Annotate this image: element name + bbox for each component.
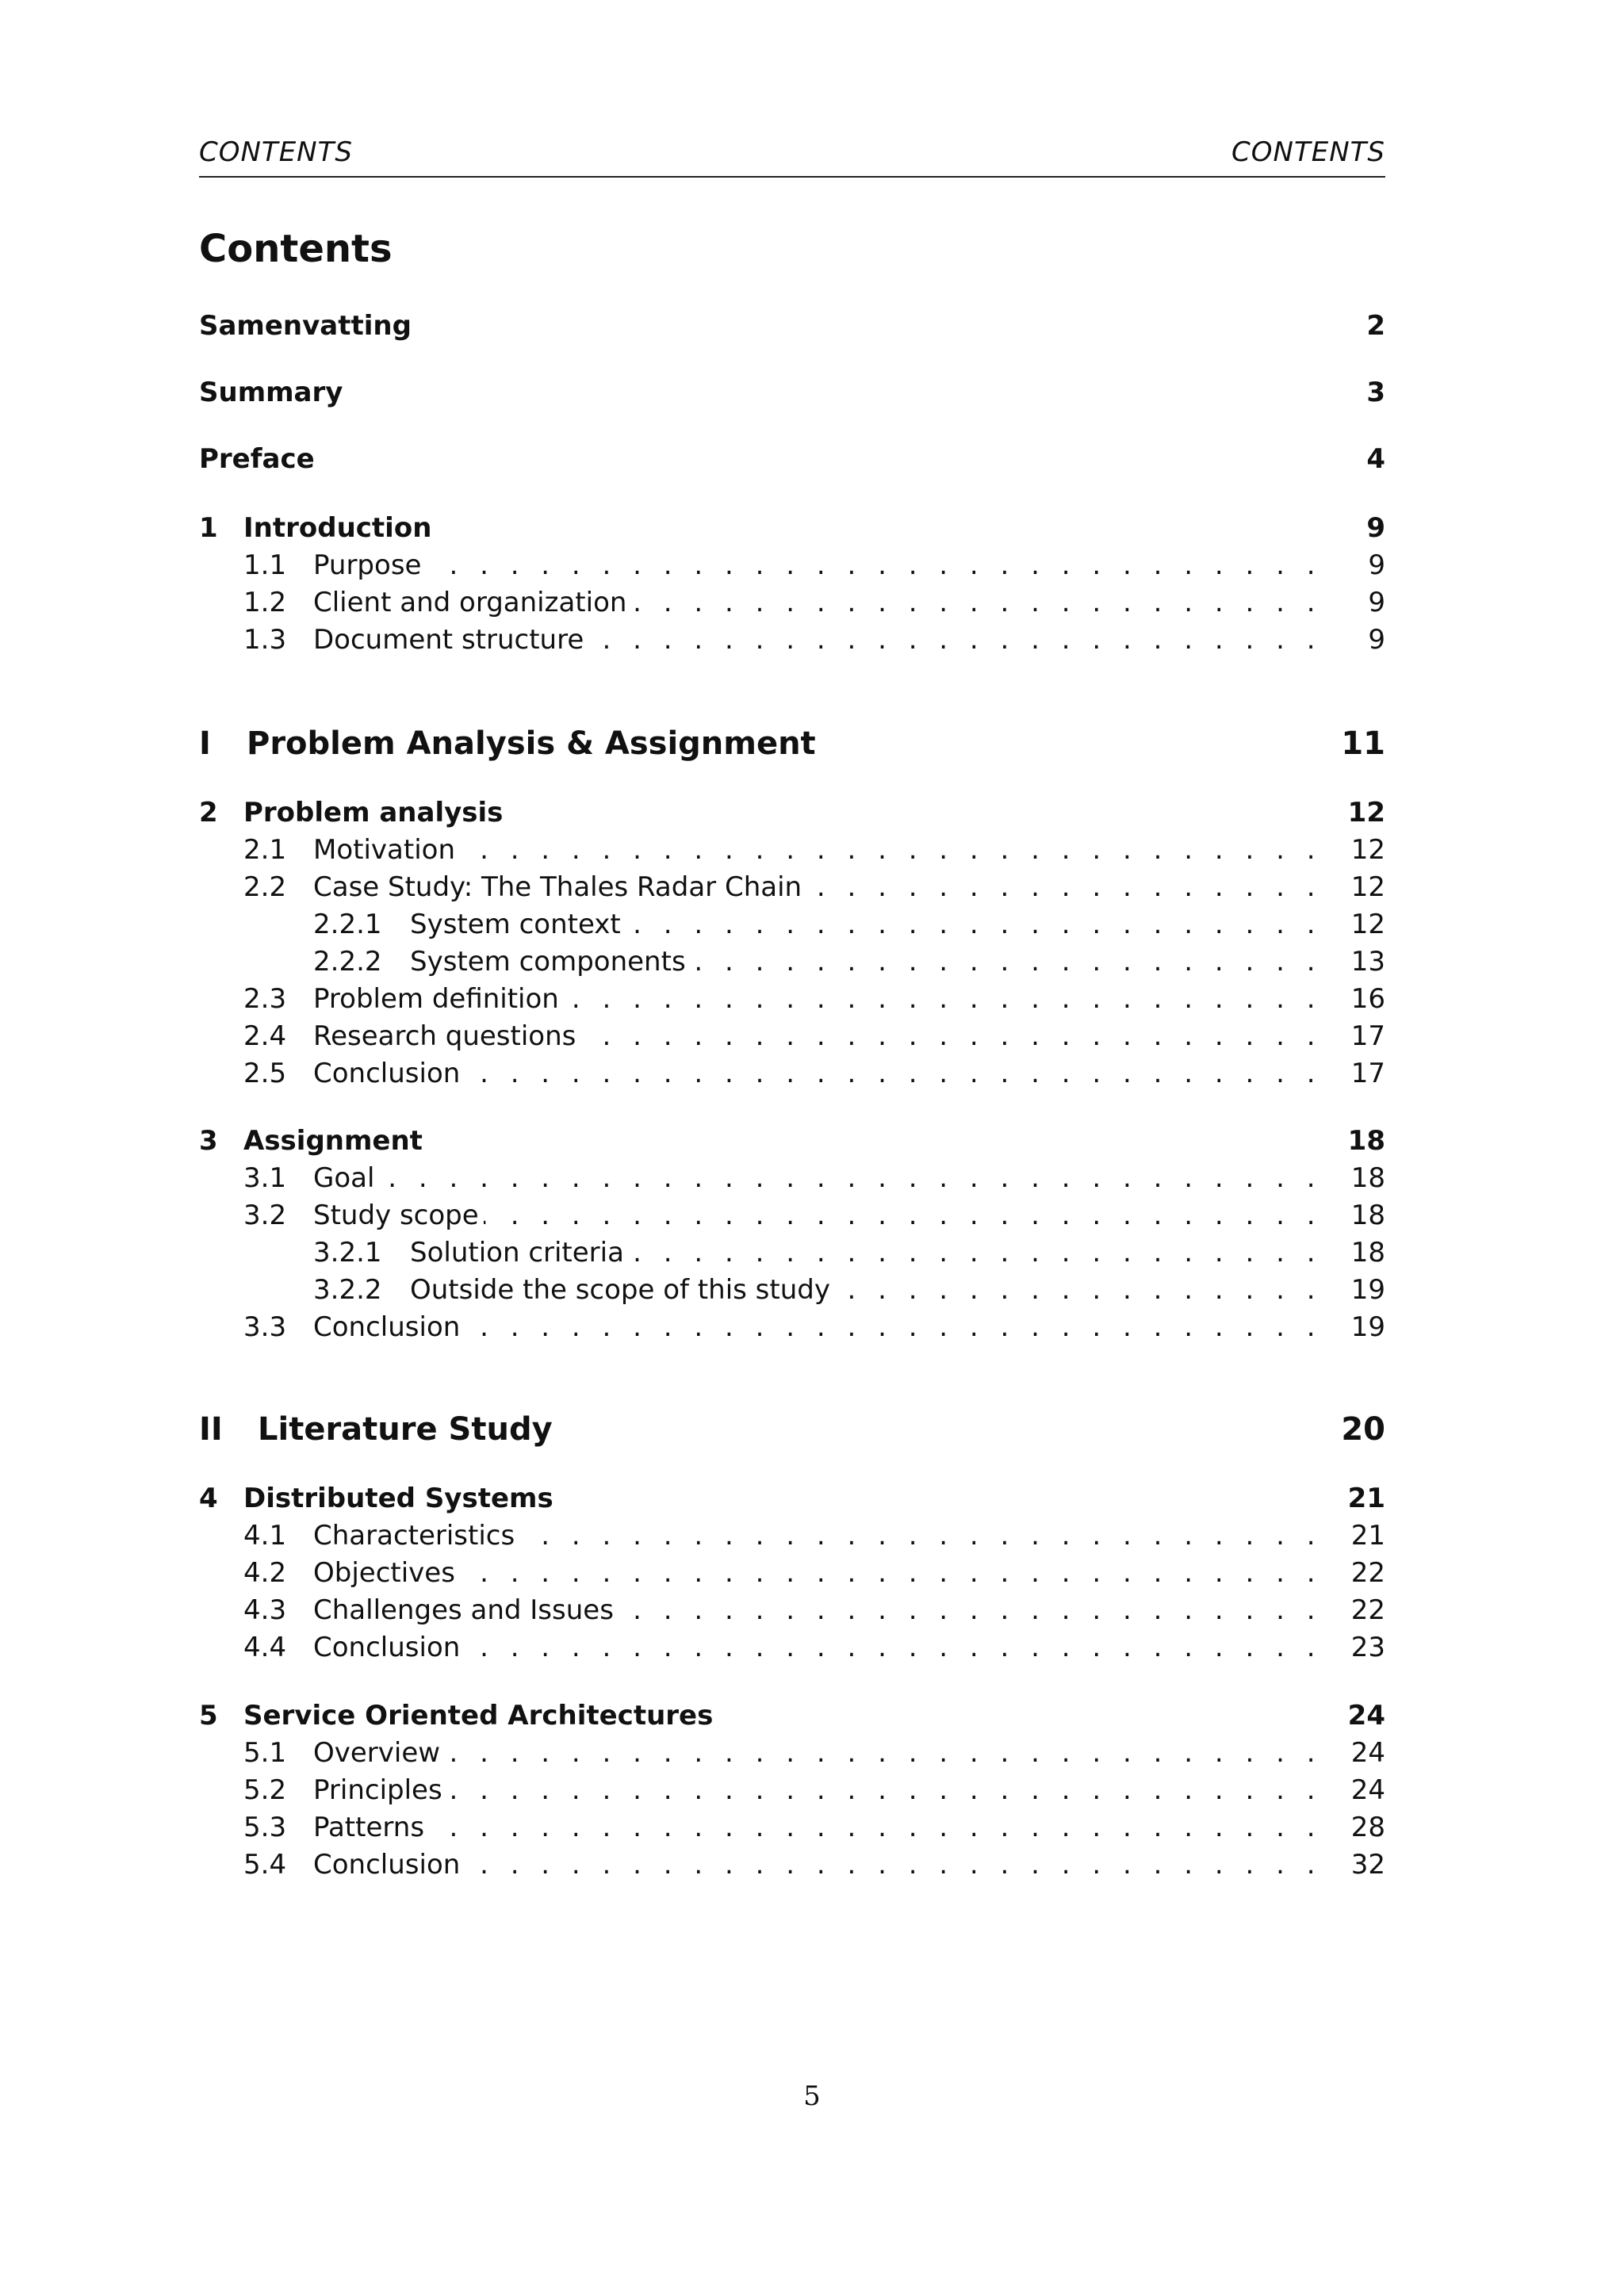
toc-number: 3: [199, 1125, 218, 1157]
toc-number: 2.1: [243, 834, 287, 866]
toc-leader: [806, 871, 1322, 903]
toc-label: Conclusion: [313, 1058, 461, 1089]
toc-section-3-3[interactable]: [199, 1309, 1385, 1345]
toc-leader: [580, 1020, 1322, 1052]
toc-page: 19: [1350, 1311, 1385, 1343]
toc-number: I: [199, 725, 211, 762]
toc-page: 2: [1366, 310, 1385, 342]
toc-leader: [460, 1557, 1322, 1589]
toc-page: 9: [1366, 512, 1385, 544]
toc-number: 1.2: [243, 587, 287, 618]
toc-number: 3.1: [243, 1162, 287, 1194]
page-number: 5: [803, 2080, 821, 2112]
toc-label: Problem analysis: [243, 797, 504, 828]
toc-leader: [465, 1058, 1322, 1089]
toc-label: Purpose: [313, 549, 422, 581]
toc-page: 11: [1341, 725, 1385, 762]
toc-number: 4.1: [243, 1520, 287, 1552]
toc-label: Client and organization: [313, 587, 627, 618]
toc-page: 21: [1350, 1520, 1385, 1552]
toc-number: 3.2.2: [313, 1274, 382, 1306]
toc-number: 3.2.1: [313, 1237, 382, 1269]
toc-section-1-3[interactable]: [199, 622, 1385, 658]
toc-label: Problem definition: [313, 983, 559, 1015]
toc-number: 4.4: [243, 1632, 287, 1663]
toc-number: 2.3: [243, 983, 287, 1015]
toc-page: 21: [1347, 1483, 1385, 1514]
toc-leader: [465, 1849, 1322, 1881]
toc-leader: [426, 549, 1322, 581]
toc-leader: [460, 834, 1322, 866]
toc-page: 19: [1350, 1274, 1385, 1306]
toc-leader: [429, 1812, 1322, 1843]
toc-page: 18: [1350, 1237, 1385, 1269]
toc-number: 4: [199, 1483, 218, 1514]
toc-number: 2.4: [243, 1020, 287, 1052]
toc-section-5-1[interactable]: [199, 1735, 1385, 1771]
running-header: [199, 136, 1385, 178]
toc-chapter-2[interactable]: [199, 794, 1385, 831]
toc-label: Conclusion: [313, 1849, 461, 1881]
toc-page: 4: [1366, 443, 1385, 475]
toc-label: Characteristics: [313, 1520, 515, 1552]
toc-number: 2.2.2: [313, 946, 382, 978]
toc-number: 5.4: [243, 1849, 287, 1881]
toc-page: 12: [1350, 871, 1385, 903]
toc-label: Case Study: The Thales Radar Chain: [313, 871, 802, 903]
toc-label: Outside the scope of this study: [410, 1274, 830, 1306]
toc-page: 9: [1368, 549, 1385, 581]
toc-label: Service Oriented Architectures: [243, 1700, 714, 1732]
toc-label: Overview: [313, 1737, 441, 1769]
toc-subsection-2-2-2[interactable]: [199, 943, 1385, 980]
toc-page: 17: [1350, 1020, 1385, 1052]
toc-section-3-1[interactable]: [199, 1160, 1385, 1196]
toc-entry-preface[interactable]: [199, 441, 1385, 477]
toc-label: System context: [410, 909, 621, 940]
toc-page: 17: [1350, 1058, 1385, 1089]
toc-leader: [691, 946, 1322, 978]
toc-label: Principles: [313, 1774, 442, 1806]
toc-leader: [619, 1594, 1322, 1626]
toc-number: 1.3: [243, 624, 287, 656]
page-title: Contents: [199, 227, 393, 271]
toc-leader: [564, 983, 1322, 1015]
header-right: CONTENTS: [1231, 136, 1385, 168]
toc-label: Assignment: [243, 1125, 423, 1157]
toc-number: 5.1: [243, 1737, 287, 1769]
toc-number: 4.3: [243, 1594, 287, 1626]
toc-number: 2.2.1: [313, 909, 382, 940]
toc-number: 1.1: [243, 549, 287, 581]
toc-page: 24: [1347, 1700, 1385, 1732]
toc-section-1-1[interactable]: [199, 547, 1385, 584]
toc-section-4-2[interactable]: [199, 1555, 1385, 1591]
toc-section-4-1[interactable]: [199, 1517, 1385, 1554]
toc-label: Challenges and Issues: [313, 1594, 614, 1626]
toc-page: 24: [1350, 1774, 1385, 1806]
toc-label: Problem Analysis & Assignment: [247, 725, 816, 762]
toc-number: 5: [199, 1700, 218, 1732]
toc-section-4-4[interactable]: [199, 1629, 1385, 1666]
toc-leader: [588, 624, 1322, 656]
toc-subsection-2-2-1[interactable]: [199, 906, 1385, 943]
toc-page: 9: [1368, 624, 1385, 656]
toc-entry-summary[interactable]: [199, 374, 1385, 411]
toc-leader: [484, 1200, 1322, 1231]
toc-part-2[interactable]: [199, 1409, 1385, 1450]
toc-label: Study scope: [313, 1200, 479, 1231]
toc-number: 5.2: [243, 1774, 287, 1806]
toc-chapter-1[interactable]: [199, 510, 1385, 546]
toc-leader: [631, 587, 1322, 618]
toc-page: 12: [1350, 834, 1385, 866]
toc-page: 22: [1350, 1594, 1385, 1626]
toc-chapter-3[interactable]: [199, 1123, 1385, 1159]
toc-label: Literature Study: [258, 1411, 553, 1448]
toc-leader: [629, 1237, 1322, 1269]
toc-section-4-3[interactable]: [199, 1592, 1385, 1628]
toc-subsection-3-2-1[interactable]: [199, 1234, 1385, 1271]
toc-page: 18: [1350, 1162, 1385, 1194]
toc-page: 18: [1350, 1200, 1385, 1231]
toc-label: Summary: [199, 377, 343, 408]
toc-section-5-2[interactable]: [199, 1772, 1385, 1808]
toc-number: 2.5: [243, 1058, 287, 1089]
toc-page: 28: [1350, 1812, 1385, 1843]
toc-leader: [465, 1632, 1322, 1663]
header-left: CONTENTS: [199, 136, 353, 168]
toc-leader: [379, 1162, 1322, 1194]
toc-chapter-4[interactable]: [199, 1480, 1385, 1517]
toc-page: 12: [1347, 797, 1385, 828]
toc-page: 9: [1368, 587, 1385, 618]
toc-page: 12: [1350, 909, 1385, 940]
toc-label: Distributed Systems: [243, 1483, 553, 1514]
toc-section-2-2[interactable]: [199, 869, 1385, 905]
toc-leader: [447, 1774, 1322, 1806]
toc-chapter-5[interactable]: [199, 1697, 1385, 1734]
toc-label: Patterns: [313, 1812, 425, 1843]
toc-label: Objectives: [313, 1557, 455, 1589]
toc-label: Solution criteria: [410, 1237, 624, 1269]
toc-number: 3.2: [243, 1200, 287, 1231]
toc-section-5-3[interactable]: [199, 1809, 1385, 1846]
toc-page: 20: [1341, 1411, 1385, 1448]
toc-page: 32: [1350, 1849, 1385, 1881]
toc-entry-samenvatting[interactable]: [199, 308, 1385, 344]
toc-page: 24: [1350, 1737, 1385, 1769]
toc-page: 16: [1350, 983, 1385, 1015]
toc-page: 3: [1366, 377, 1385, 408]
toc-section-5-4[interactable]: [199, 1846, 1385, 1883]
toc-leader: [465, 1311, 1322, 1343]
toc-page: 23: [1350, 1632, 1385, 1663]
toc-page: 13: [1350, 946, 1385, 978]
toc-number: 4.2: [243, 1557, 287, 1589]
toc-label: Motivation: [313, 834, 455, 866]
toc-section-2-4[interactable]: [199, 1018, 1385, 1054]
toc-leader: [445, 1737, 1322, 1769]
toc-number: 1: [199, 512, 218, 544]
toc-page: 22: [1350, 1557, 1385, 1589]
toc-section-2-1[interactable]: [199, 832, 1385, 868]
toc-leader: [835, 1274, 1322, 1306]
toc-label: Introduction: [243, 512, 432, 544]
toc-number: II: [199, 1411, 223, 1448]
toc-label: Conclusion: [313, 1632, 461, 1663]
toc-part-1[interactable]: [199, 723, 1385, 764]
toc-section-2-3[interactable]: [199, 981, 1385, 1017]
toc-label: Samenvatting: [199, 310, 412, 342]
toc-label: System components: [410, 946, 686, 978]
toc-leader: [519, 1520, 1322, 1552]
toc-label: Preface: [199, 443, 315, 475]
toc-section-2-5[interactable]: [199, 1055, 1385, 1092]
toc-label: Research questions: [313, 1020, 576, 1052]
toc-subsection-3-2-2[interactable]: [199, 1272, 1385, 1308]
toc-page: 18: [1347, 1125, 1385, 1157]
toc-leader: [626, 909, 1322, 940]
toc-section-3-2[interactable]: [199, 1197, 1385, 1234]
toc-label: Conclusion: [313, 1311, 461, 1343]
toc-label: Goal: [313, 1162, 375, 1194]
toc-number: 2.2: [243, 871, 287, 903]
toc-number: 3.3: [243, 1311, 287, 1343]
toc-label: Document structure: [313, 624, 584, 656]
toc-section-1-2[interactable]: [199, 584, 1385, 621]
toc-number: 2: [199, 797, 218, 828]
toc-number: 5.3: [243, 1812, 287, 1843]
